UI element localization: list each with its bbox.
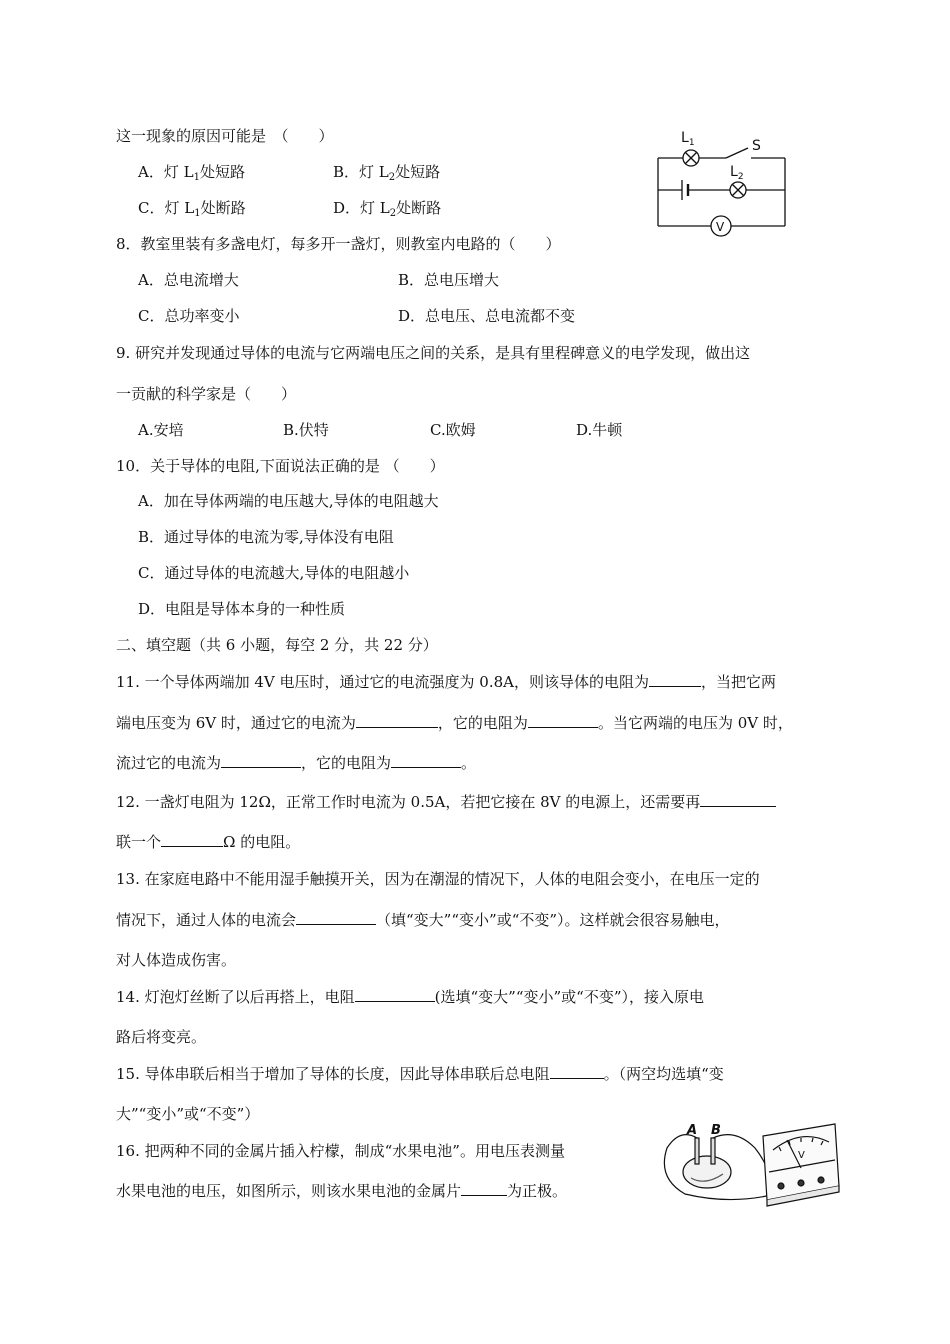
q14-line2: 路后将变亮。 — [116, 1028, 207, 1046]
q15-line1: 15. 导体串联后相当于增加了导体的长度，因此导体串联后总电阻 。（两空均选填“变 — [116, 1065, 724, 1083]
q13-line2: 情况下，通过人体的电流会 （填“变大”“变小”或“不变”）。这样就会很容易触电， — [116, 911, 730, 929]
q11-line3: 流过它的电流为 ，它的电阻为 。 — [116, 754, 477, 772]
q11-blank-4[interactable] — [221, 753, 301, 768]
q11-line1: 11. 一个导体两端加 4V 电压时，通过它的电流强度为 0.8A，则该导体的电阻为 ，当把它两 — [116, 673, 777, 691]
q13-blank-1[interactable] — [296, 910, 376, 925]
q10-stem: 10．关于导体的电阻,下面说法正确的是 （ ） — [116, 457, 445, 475]
q16-line1: 16. 把两种不同的金属片插入柠檬，制成“水果电池”。用电压表测量 — [116, 1142, 565, 1160]
q16-blank-1[interactable] — [461, 1181, 507, 1196]
fruit-battery-figure — [655, 1108, 845, 1208]
voltmeter-label: V — [716, 220, 725, 234]
switch-label: S — [752, 138, 761, 154]
q8-stem: 8．教室里装有多盏电灯，每多开一盏灯，则教室内电路的（ ） — [116, 235, 561, 253]
q9-option-a: A.安培 — [138, 421, 184, 439]
l1-label: $L_1$ — [681, 130, 695, 148]
q10-option-b: B．通过导体的电流为零,导体没有电阻 — [138, 528, 394, 546]
q11-line2: 端电压变为 6V 时，通过它的电流为 ，它的电阻为 。当它两端的电压为 0V 时， — [116, 714, 793, 732]
q12-line2: 联一个 Ω 的电阻。 — [116, 833, 301, 851]
circuit-diagram — [648, 122, 798, 247]
q7-option-d: D．灯 $L_2$处断路 — [333, 199, 442, 219]
q15-line2: 大”“变小”或“不变”） — [116, 1105, 260, 1123]
q7-stem: 这一现象的原因可能是 （ ） — [116, 127, 334, 145]
q12-blank-2[interactable] — [161, 832, 223, 847]
q11-blank-5[interactable] — [391, 753, 461, 768]
q10-option-c: C．通过导体的电流越大,导体的电阻越小 — [138, 564, 410, 582]
q15-blank-1[interactable] — [550, 1064, 604, 1079]
q12-line1: 12. 一盏灯电阻为 12Ω，正常工作时电流为 0.5A，若把它接在 8V 的电源上，还需要再 — [116, 792, 776, 812]
q16-line2: 水果电池的电压，如图所示，则该水果电池的金属片 为正极。 — [116, 1182, 568, 1200]
q8-option-c: C．总功率变小 — [138, 307, 240, 325]
q10-option-d: D．电阻是导体本身的一种性质 — [138, 600, 346, 618]
voltmeter-dial-label: V — [798, 1150, 805, 1161]
q11-blank-3[interactable] — [528, 713, 598, 728]
q13-line1: 13. 在家庭电路中不能用湿手触摸开关，因为在潮湿的情况下，人体的电阻会变小，在电压一定的 — [116, 870, 760, 888]
q7-option-c: C．灯 $L_1$处断路 — [138, 199, 246, 219]
section-2-title: 二、填空题（共 6 小题，每空 2 分，共 22 分） — [116, 636, 438, 654]
q8-option-d: D．总电压、总电流都不变 — [398, 307, 576, 325]
q12-blank-1[interactable] — [700, 792, 776, 807]
q9-option-c: C.欧姆 — [430, 421, 476, 439]
plate-a-label: A — [687, 1123, 698, 1138]
q9-option-d: D.牛顿 — [576, 421, 623, 439]
q8-option-a: A．总电流增大 — [138, 271, 239, 289]
q11-blank-1[interactable] — [649, 672, 701, 687]
q10-option-a: A．加在导体两端的电压越大,导体的电阻越大 — [138, 492, 439, 510]
q7-option-b: B．灯 $L_2$处短路 — [333, 163, 441, 183]
plate-b-label: B — [711, 1123, 721, 1138]
q14-blank-1[interactable] — [355, 987, 435, 1002]
q13-line3: 对人体造成伤害。 — [116, 951, 237, 969]
q9-line1: 9. 研究并发现通过导体的电流与它两端电压之间的关系，是具有里程碑意义的电学发现，做出这 — [116, 344, 751, 362]
q9-line2: 一贡献的科学家是（ ） — [116, 385, 297, 403]
q7-option-a: A．灯 $L_1$处短路 — [138, 163, 245, 183]
l2-label: $L_2$ — [730, 164, 744, 182]
q11-blank-2[interactable] — [356, 713, 438, 728]
q8-option-b: B．总电压增大 — [398, 271, 500, 289]
q14-line1: 14. 灯泡灯丝断了以后再搭上，电阻 (选填“变大”“变小”或“不变”），接入原电 — [116, 988, 704, 1006]
q9-option-b: B.伏特 — [283, 421, 329, 439]
